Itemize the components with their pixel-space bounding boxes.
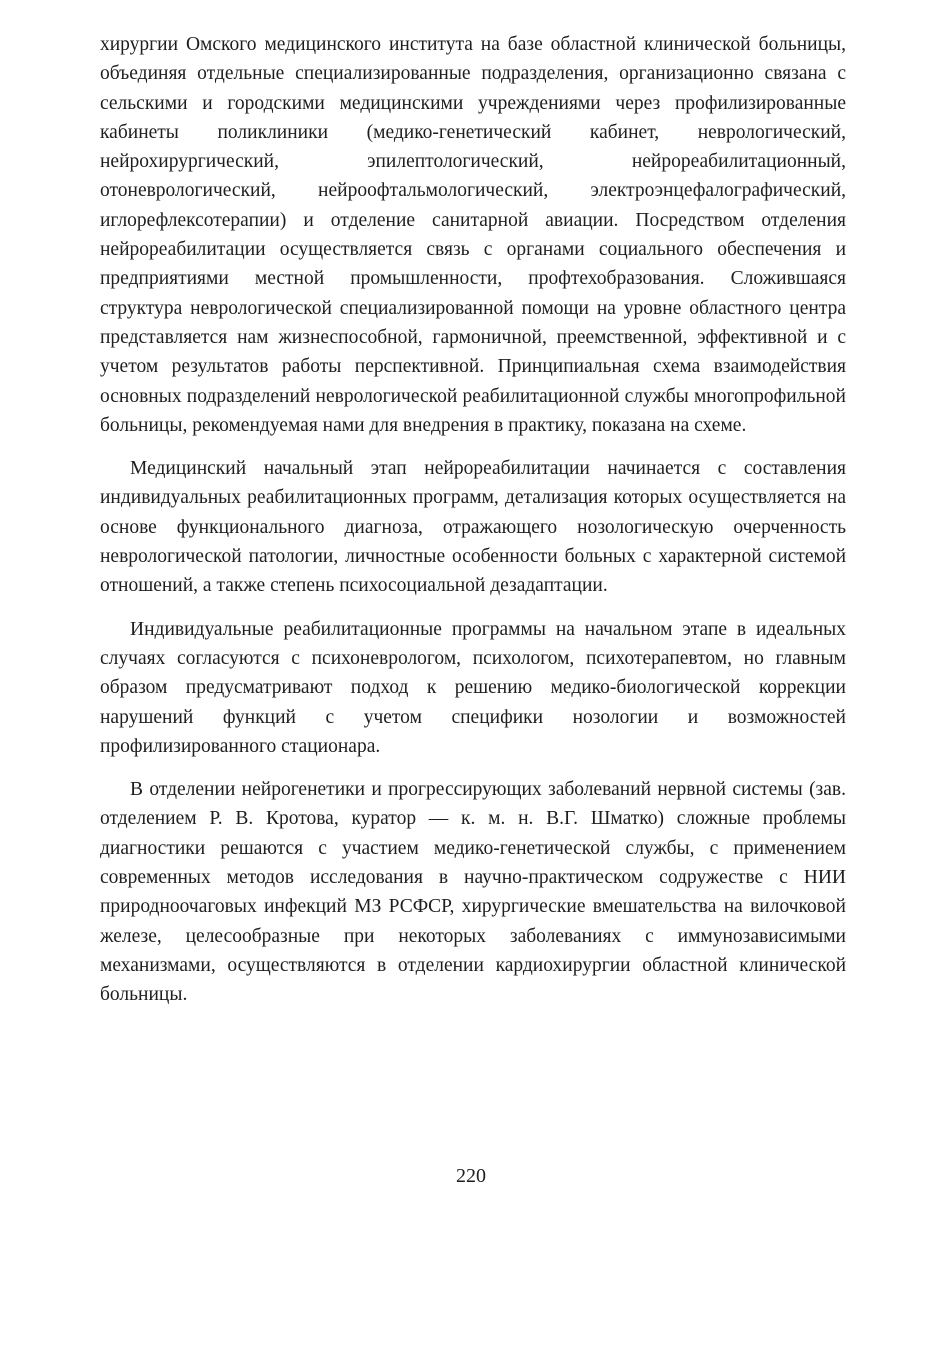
paragraph-2: Медицинский начальный этап нейрореабилитации начинается с составления индивидуальных реабилитационных программ, детализация которых осуществляется на основе функционального диагноза, отражающего нозологическую очерченность неврологической патологии, личностные особенности больных с характерной системой отношений, а также степень психосоциальной дезадаптации. [100,458,846,597]
page-number: 220 [456,1165,486,1187]
page-body [100,30,846,1024]
paragraph-1: хирургии Омского медицинского института на базе областной клинической больницы, объединяя отдельные специализированные подразделения, организационно связана с сельскими и городскими медицинскими учреждениями через профилизированные кабинеты поликлиники (медико-генетический кабинет, неврологический, нейрохирургический, эпилептологический, нейрореабилитационный, отоневрологический, нейроофтальмологический, электроэнцефалографический, иглорефлексотерапии) и отделение санитарной авиации. Посредством отделения нейрореабилитации осуществляется связь с органами социального обеспечения и предприятиями местной промышленности, профтехобразования. Сложившаяся структура неврологической специализированной помощи на уровне областного центра представляется нам жизнеспособной, гармоничной, преемственной, эффективной и с учетом результатов работы перспективной. Принципиальная схема взаимодействия основных подразделений неврологической реабилитационной службы многопрофильной больницы, рекомендуемая нами для внедрения в практику, показана на схеме. [100,34,846,436]
paragraph-3: Индивидуальные реабилитационные программы на начальном этапе в идеальных случаях согласуются с психоневрологом, психологом, психотерапевтом, но главным образом предусматривают подход к решению медико-биологической коррекции нарушений функций с учетом специфики нозологии и возможностей профилизированного стационара. [100,618,846,757]
paragraph-4: В отделении нейрогенетики и прогрессирующих заболеваний нервной системы (зав. отделением Р. В. Кротова, куратор — к. м. н. В.Г. Шматко) сложные проблемы диагностики решаются с участием медико-генетической службы, с применением современных методов исследования в научно-практическом содружестве с НИИ природноочаговых инфекций МЗ РСФСР, хирургические вмешательства на вилочковой железе, целесообразные при некоторых заболеваниях с иммунозависимыми механизмами, осуществляются в отделении кардиохирургии областной клинической больницы. [100,779,846,1006]
